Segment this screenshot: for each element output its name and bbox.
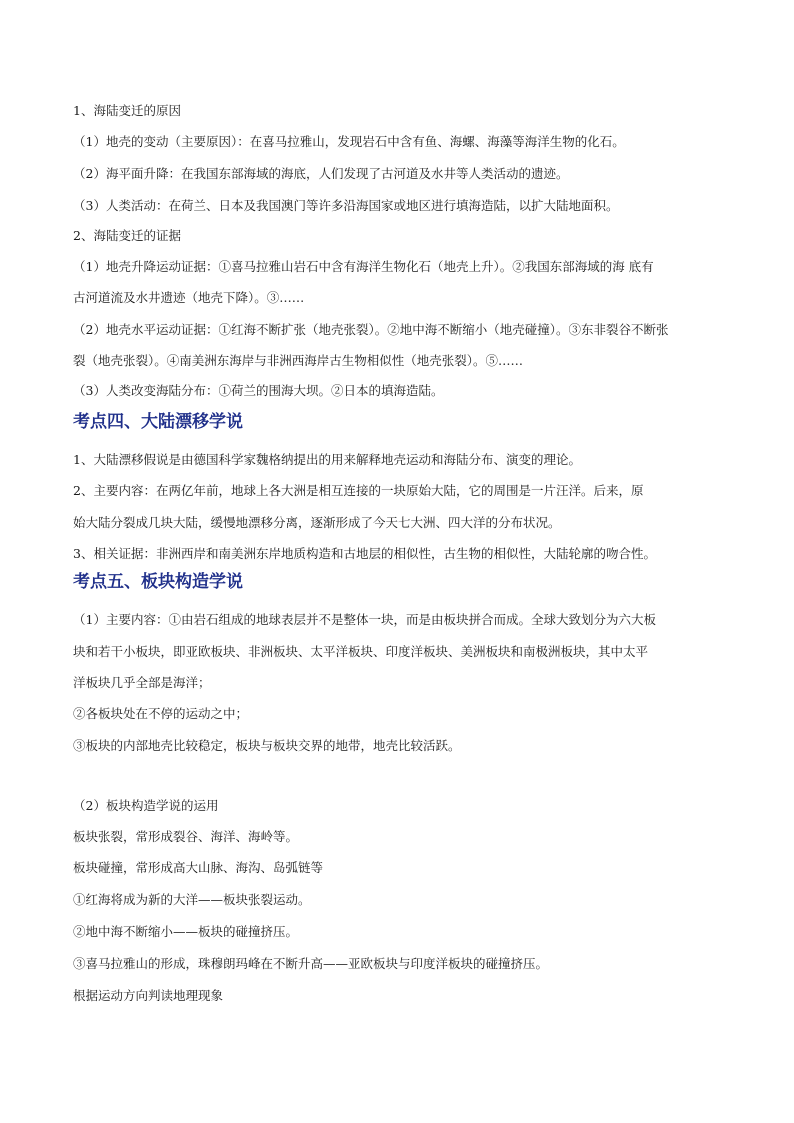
application-item-5: ③喜马拉雅山的形成，珠穆朗玛峰在不断升高——亚欧板块与印度洋板块的碰撞挤压。 bbox=[73, 956, 549, 971]
evidence-item-2-line-2: 裂（地壳张裂）。④南美洲东海岸与非洲西海岸古生物相似性（地壳张裂）。⑤…… bbox=[73, 353, 524, 368]
evidence-item-2-line-1: （2）地壳水平运动证据：①红海不断扩张（地壳张裂）。②地中海不断缩小（地壳碰撞）。③东非裂谷不断张 bbox=[73, 322, 669, 337]
evidence-item-1-line-1: （1）地壳升降运动证据：①喜马拉雅山岩石中含有海洋生物化石（地壳上升）。②我国东部海域的海 底有 bbox=[73, 259, 654, 274]
application-item-6: 根据运动方向判读地理现象 bbox=[73, 988, 224, 1003]
application-item-1: 板块张裂，常形成裂谷、海洋、海岭等。 bbox=[73, 829, 299, 844]
causes-item-2: （2）海平面升降：在我国东部海域的海底，人们发现了古河道及水井等人类活动的遗迹。 bbox=[73, 166, 569, 181]
kaodian-5-heading: 考点五、板块构造学说 bbox=[73, 572, 243, 592]
kaodian-5-paragraph-1-line-3: 洋板块几乎全部是海洋； bbox=[73, 675, 211, 690]
application-title: （2）板块构造学说的运用 bbox=[73, 798, 219, 813]
kaodian-4-paragraph-2-line-2: 始大陆分裂成几块大陆，缓慢地漂移分离，逐渐形成了今天七大洲、四大洋的分布状况。 bbox=[73, 515, 561, 530]
causes-item-3: （3）人类活动：在荷兰、日本及我国澳门等许多沿海国家或地区进行填海造陆，以扩大陆地面积。 bbox=[73, 198, 619, 213]
kaodian-4-heading: 考点四、大陆漂移学说 bbox=[73, 412, 243, 432]
evidence-item-3: （3）人类改变海陆分布：①荷兰的围海大坝。②日本的填海造陆。 bbox=[73, 383, 444, 398]
kaodian-5-paragraph-1-line-1: （1）主要内容：①由岩石组成的地球表层并不是整体一块，而是由板块拼合而成。全球大致划分为六大板 bbox=[73, 612, 656, 627]
section-evidence-title: 2、海陆变迁的证据 bbox=[73, 228, 181, 243]
causes-item-1: （1）地壳的变动（主要原因）：在喜马拉雅山，发现岩石中含有鱼、海螺、海藻等海洋生物的化石。 bbox=[73, 134, 625, 149]
kaodian-5-paragraph-3: ③板块的内部地壳比较稳定，板块与板块交界的地带，地壳比较活跃。 bbox=[73, 738, 461, 753]
application-item-4: ②地中海不断缩小——板块的碰撞挤压。 bbox=[73, 924, 299, 939]
application-item-3: ①红海将成为新的大洋——板块张裂运动。 bbox=[73, 892, 311, 907]
kaodian-4-paragraph-3: 3、相关证据：非洲西岸和南美洲东岸地质构造和古地层的相似性，古生物的相似性，大陆轮廓的吻合性。 bbox=[73, 546, 656, 561]
application-item-2: 板块碰撞，常形成高大山脉、海沟、岛弧链等 bbox=[73, 860, 324, 875]
kaodian-4-paragraph-1: 1、大陆漂移假说是由德国科学家魏格纳提出的用来解释地壳运动和海陆分布、演变的理论。 bbox=[73, 452, 581, 467]
kaodian-5-paragraph-1-line-2: 块和若干小板块，即亚欧板块、非洲板块、太平洋板块、印度洋板块、美洲板块和南极洲板块，其中太平 bbox=[73, 644, 649, 659]
kaodian-4-paragraph-2-line-1: 2、主要内容：在两亿年前，地球上各大洲是相互连接的一块原始大陆，它的周围是一片汪洋。后来，原 bbox=[73, 483, 644, 498]
section-causes-title: 1、海陆变迁的原因 bbox=[73, 103, 181, 118]
evidence-item-1-line-2: 古河道流及水井遗迹（地壳下降）。③…… bbox=[73, 290, 305, 305]
kaodian-5-paragraph-2: ②各板块处在不停的运动之中； bbox=[73, 706, 249, 721]
